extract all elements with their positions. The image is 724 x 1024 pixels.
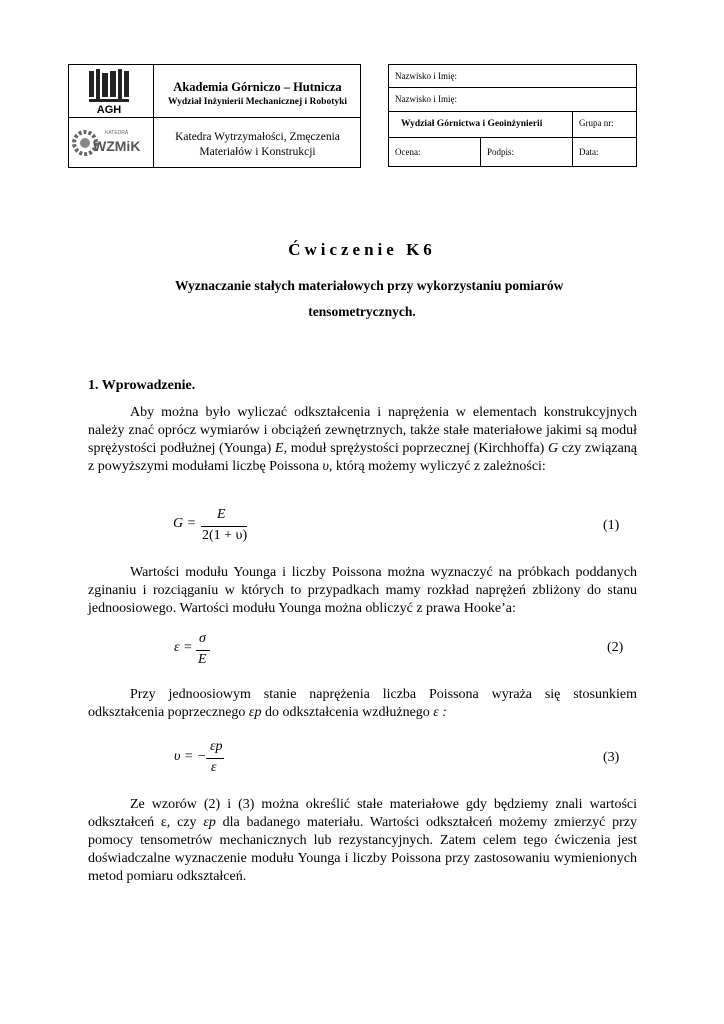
- name-field-2: Nazwisko i Imię:: [395, 94, 457, 104]
- student-form-box: [388, 64, 637, 167]
- header-left-box: [68, 64, 361, 168]
- paragraph-3: Przy jednoosiowym stanie naprężenia liczba Poissona wyraża się stosunkiem odkształcenia poprzecznego εp do odkształcenia wzdłużnego ε :: [88, 687, 637, 720]
- wzmik-top-label: KATEDRA: [105, 130, 129, 136]
- department-name: Katedra Wytrzymałości, Zmęczenia Materiałów i Konstrukcji: [175, 131, 340, 158]
- group-field: Grupa nr:: [572, 112, 636, 137]
- agh-logo-icon: [81, 69, 141, 115]
- subtitle-line-2: tensometrycznych.: [308, 304, 416, 319]
- university-name: Akademia Górniczo – Hutnicza: [173, 80, 342, 94]
- subtitle-line-1: Wyznaczanie stałych materiałowych przy wykorzystaniu pomiarów: [175, 278, 564, 293]
- agh-label: AGH: [96, 104, 122, 115]
- wzmik-label: WZMiK: [93, 138, 141, 154]
- signature-field: Podpis:: [480, 138, 572, 166]
- faculty-field: Wydział Górnictwa i Geoinżynierii: [401, 119, 543, 129]
- equation-1-number: (1): [603, 518, 620, 533]
- equation-2-number: (2): [607, 640, 624, 655]
- date-field: Data:: [572, 138, 636, 166]
- exercise-title: Ćwiczenie K6: [288, 240, 436, 259]
- paragraph-1: Aby można było wyliczać odkształcenia i naprężenia w elementach konstrukcyjnych należy znać oprócz wymiarów i obciążeń zewnętrznych, także stałe materiałowe jakimi są moduł sprężystości podłużnej (Younga) E, moduł sprężystości poprzecznej (Kirchhoffa) G czy związaną z powyższymi modułami liczbę Poissona υ, którą możemy wyliczyć z zależności:: [88, 405, 637, 474]
- paragraph-2: Wartości modułu Younga i liczby Poissona można wyznaczyć na próbkach poddanych zginaniu i rozciąganiu w których to przypadkach mamy rozkład naprężeń zbliżony do stanu jednoosiowego. Wartości modułu Younga można obliczyć z prawa Hooke’a:: [88, 565, 637, 616]
- wzmik-logo-icon: [71, 123, 151, 163]
- section-heading: 1. Wprowadzenie.: [88, 378, 196, 393]
- faculty-name: Wydział Inżynierii Mechanicznej i Robotyki: [167, 97, 348, 107]
- grade-field: Ocena:: [395, 147, 421, 157]
- paragraph-4: Ze wzorów (2) i (3) można określić stałe materiałowe gdy będziemy znali wartości odkształceń ε, czy εp dla badanego materiału. Wartości odkształceń możemy zmierzyć przy pomocy tensometrów mechanicznych lub rezystancyjnych. Zatem celem tego ćwiczenia jest doświadczalne wyznaczenie modułu Younga i liczby Poissona przy zastosowaniu wymienionych metod pomiaru odkształceń.: [88, 797, 638, 884]
- equation-3-number: (3): [603, 750, 620, 765]
- name-field-1: Nazwisko i Imię:: [395, 71, 457, 81]
